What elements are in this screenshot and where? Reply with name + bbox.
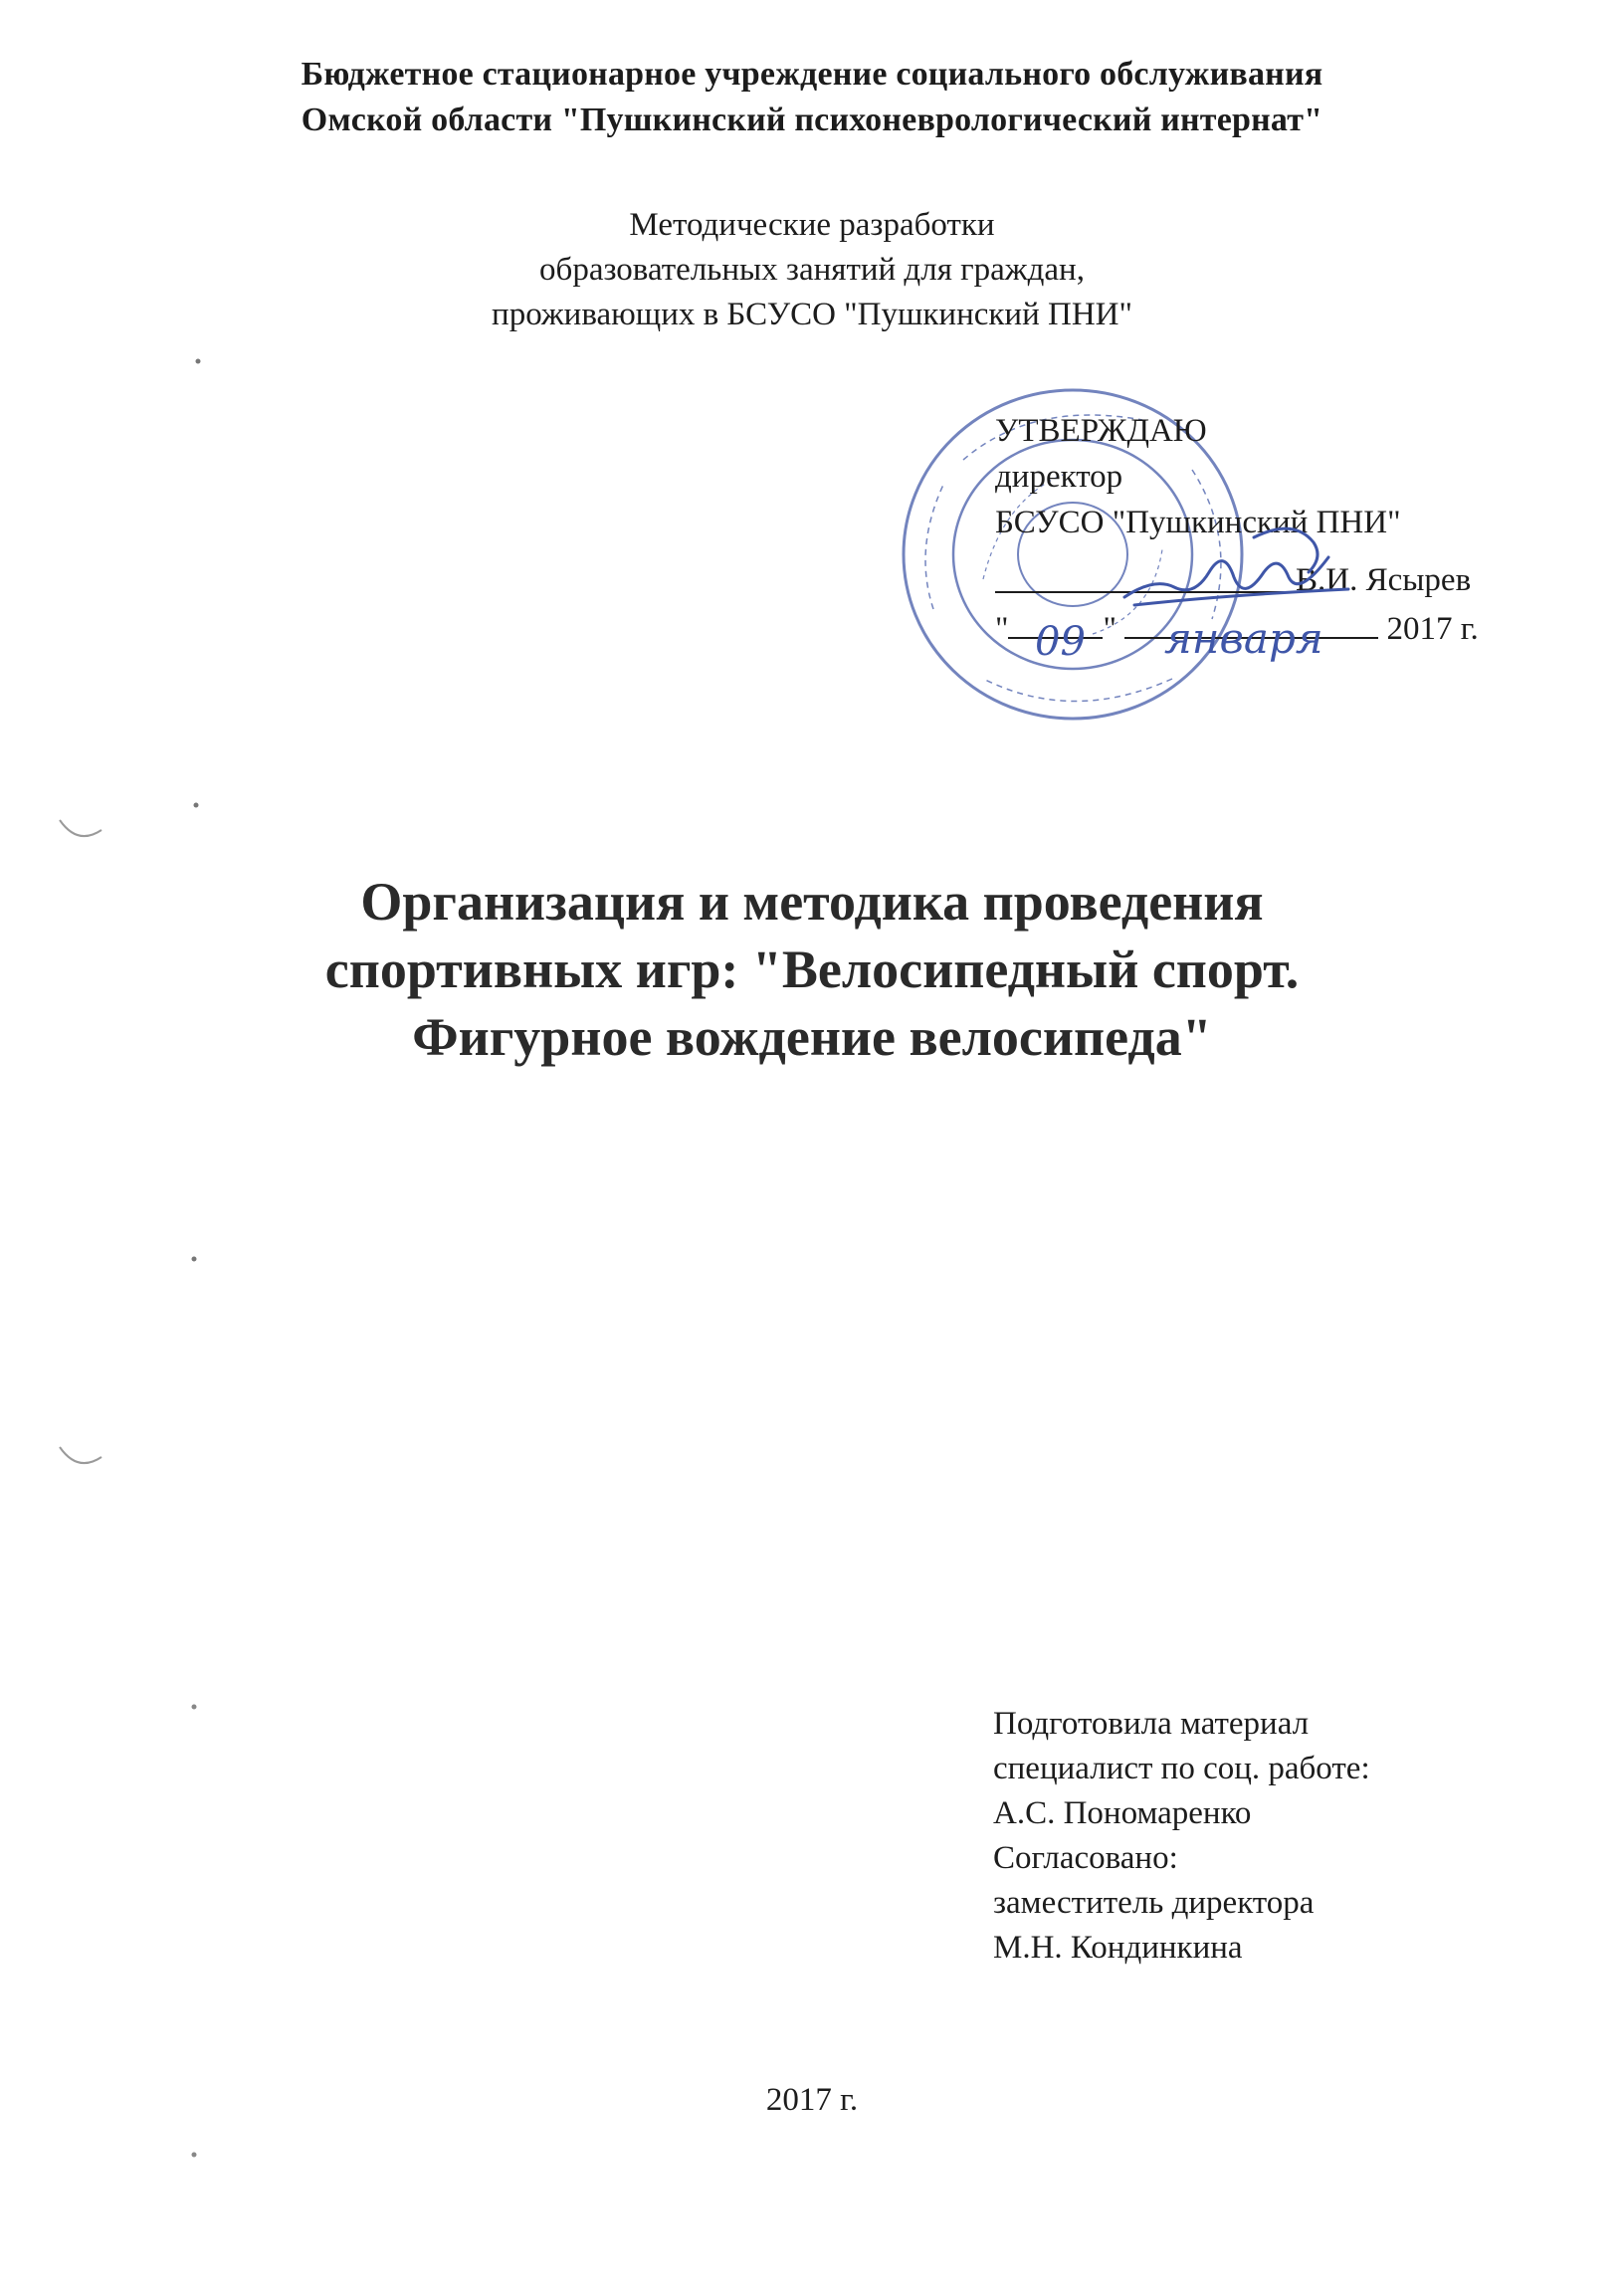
handwritten-signature [1115,518,1353,617]
organization-line-1: Бюджетное стационарное учреждение социального обслуживания [301,56,1323,93]
document-title [0,868,1624,1071]
prepared-line-1: Подготовила материал [993,1706,1310,1742]
date-close-quote: " [1103,611,1116,647]
scan-dot [189,2150,199,2160]
methodical-line-3: проживающих в БСУСО "Пушкинский ПНИ" [492,297,1132,332]
scan-dot [189,1254,199,1264]
handwritten-day: 09 [1035,619,1086,665]
institution-name: БСУСО "Пушкинский ПНИ" [995,505,1401,540]
organization-header [0,52,1624,143]
title-line-1: Организация и методика проведения [360,872,1264,932]
agreed-label: Согласовано: [993,1840,1178,1876]
agreed-name: М.Н. Кондинкина [993,1930,1243,1966]
agreed-position: заместитель директора [993,1885,1315,1921]
punch-hole-mark-upper [56,806,105,846]
footer-year: 2017 г. [765,2082,859,2118]
methodical-subtitle [0,203,1624,337]
approve-word: УТВЕРЖДАЮ [995,413,1207,449]
date-year: 2017 г. [1386,611,1479,647]
title-line-2: спортивных игр: "Велосипедный спорт. [324,939,1300,999]
prepared-line-2: специалист по соц. работе: [993,1751,1370,1786]
prepared-author: А.С. Пономаренко [993,1795,1252,1831]
methodical-line-1: Методические разработки [629,207,995,243]
handwritten-date [1005,609,1363,669]
scan-dot [189,1702,199,1712]
scan-dot [191,800,201,810]
handwritten-month: января [1164,614,1323,663]
director-position: директор [995,459,1123,495]
date-open-quote: " [995,611,1009,647]
director-name: В.И. Ясырев [1296,562,1472,598]
punch-hole-mark-lower [56,1433,105,1473]
title-line-3: Фигурное вождение велосипеда" [412,1007,1212,1067]
prepared-by-block [993,1702,1590,1971]
organization-line-2: Омской области "Пушкинский психоневрологический интернат" [301,102,1323,138]
methodical-line-2: образовательных занятий для граждан, [539,252,1085,288]
scan-dot [193,356,203,366]
